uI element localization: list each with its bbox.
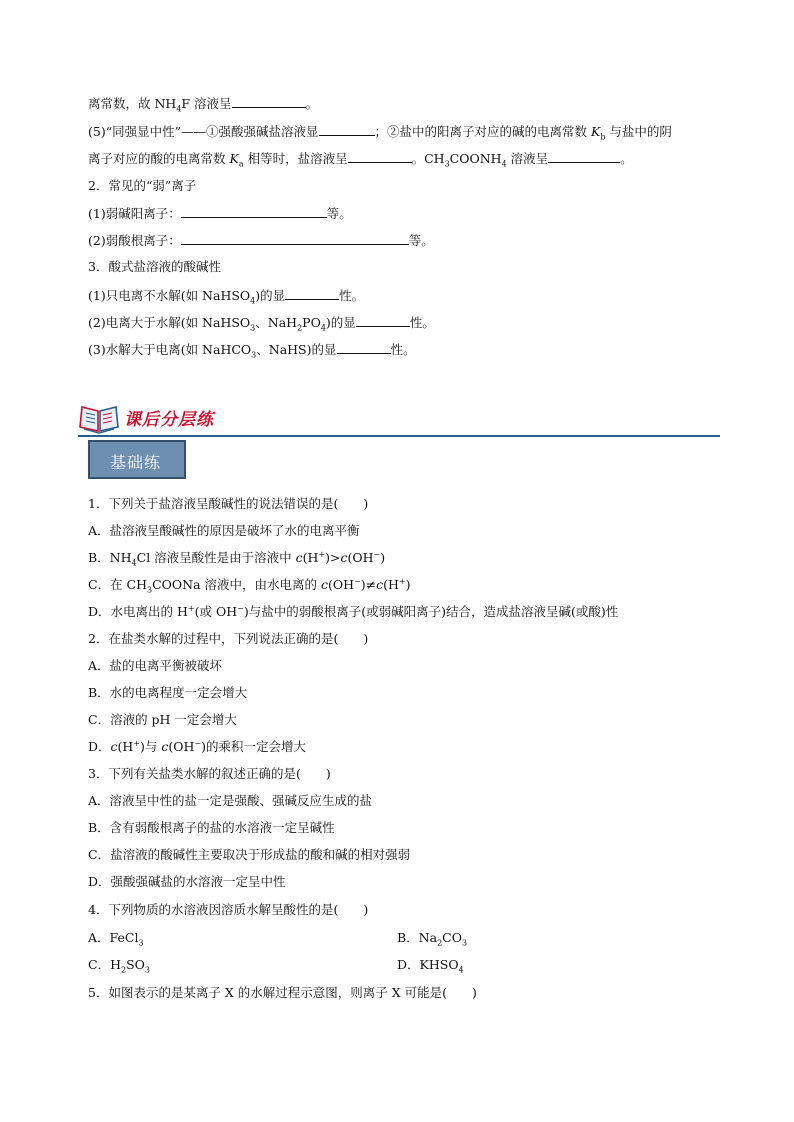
question-2-option-a[interactable]: A．盐的电离平衡被破坏: [88, 658, 223, 673]
section-divider: [78, 435, 720, 437]
question-2-option-c[interactable]: C．溶液的 pH 一定会增大: [88, 712, 237, 727]
question-1-option-b[interactable]: B．$NH_4Cl$ 溶液呈酸性是由于溶液中 c(H+)>c(OH−): [88, 549, 386, 568]
answer-blank[interactable]: [181, 232, 409, 245]
question-2-option-b[interactable]: B．水的电离程度一定会增大: [88, 685, 248, 700]
section-title: 课后分层练: [124, 410, 214, 430]
text-line-9: (2)电离大于水解(如 NaHSO$_3$、$NaH_2PO_4$)的显 性。: [88, 315, 435, 333]
question-4-option-d[interactable]: D．$KHSO_4$: [397, 957, 464, 975]
question-2-stem: 2．在盐类水解的过程中，下列说法正确的是( ): [88, 631, 369, 646]
question-1-option-d[interactable]: D．水电离出的 H+(或 OH−)与盐中的弱酸根离子(或弱碱阳离子)结合，造成盐溶液呈碱(或酸)性: [88, 603, 619, 619]
question-4-stem: 4．下列物质的水溶液因溶质水解呈酸性的是( ): [88, 902, 369, 917]
text-line-6: (2)弱酸根离子： 等。: [88, 233, 434, 248]
text-line-1: 离常数，故 $NH_4F$ 溶液呈 。: [88, 96, 319, 114]
question-3-option-b[interactable]: B．含有弱酸根离子的盐的水溶液一定呈碱性: [88, 820, 335, 835]
text-line-7: 3．酸式盐溶液的酸碱性: [88, 259, 221, 274]
question-2-option-d[interactable]: D．c(H+)与 c(OH−)的乘积一定会增大: [88, 738, 307, 754]
section-header: [78, 401, 720, 441]
question-5-stem: 5．如图表示的是某离子 X 的水解过程示意图，则离子 X 可能是( ): [88, 985, 477, 1000]
question-3-option-d[interactable]: D．强酸强碱盐的水溶液一定呈中性: [88, 874, 286, 889]
answer-blank[interactable]: [356, 314, 410, 327]
answer-blank[interactable]: [319, 123, 375, 136]
answer-blank[interactable]: [548, 150, 620, 163]
open-book-icon: [78, 401, 120, 435]
answer-blank[interactable]: [285, 287, 339, 300]
question-1-stem: 1．下列关于盐溶液呈酸碱性的说法错误的是( ): [88, 496, 369, 511]
answer-blank[interactable]: [348, 150, 412, 163]
text-line-4: 2．常见的“弱”离子: [88, 178, 197, 193]
text-line-8: (1)只电离不水解(如 NaHSO$_4$)的显 性。: [88, 288, 365, 306]
question-4-option-c[interactable]: C．$H_2SO_3$: [88, 957, 150, 975]
question-4-option-a[interactable]: A．FeCl$_3$: [88, 930, 144, 948]
question-3-option-a[interactable]: A．溶液呈中性的盐一定是强酸、强碱反应生成的盐: [88, 793, 373, 808]
answer-blank[interactable]: [181, 205, 327, 218]
answer-blank[interactable]: [232, 95, 306, 108]
text-line-2: (5)“同强显中性”——①强酸强碱盐溶液显 ；②盐中的阳离子对应的碱的电离常数 $K_b$ 与盐中的阴: [88, 124, 672, 142]
text-line-5: (1)弱碱阳离子： 等。: [88, 206, 352, 221]
text-line-3: 离子对应的酸的电离常数 $K_a$ 相等时，盐溶液呈 。$CH_3COONH_4$ 溶液呈 。: [88, 151, 633, 169]
level-badge: 基础练: [88, 440, 186, 479]
question-1-option-a[interactable]: A．盐溶液呈酸碱性的原因是破坏了水的电离平衡: [88, 523, 360, 538]
question-3-stem: 3．下列有关盐类水解的叙述正确的是( ): [88, 766, 331, 781]
answer-blank[interactable]: [337, 341, 391, 354]
question-1-option-c[interactable]: C．在 $CH_3COONa$ 溶液中，由水电离的 c(OH−)≠c(H+): [88, 576, 411, 595]
text-line-10: (3)水解大于电离(如 NaHCO$_3$、NaHS)的显 性。: [88, 342, 416, 360]
question-4-option-b[interactable]: B．$Na_2CO_3$: [397, 930, 468, 948]
question-3-option-c[interactable]: C．盐溶液的酸碱性主要取决于形成盐的酸和碱的相对强弱: [88, 847, 411, 862]
